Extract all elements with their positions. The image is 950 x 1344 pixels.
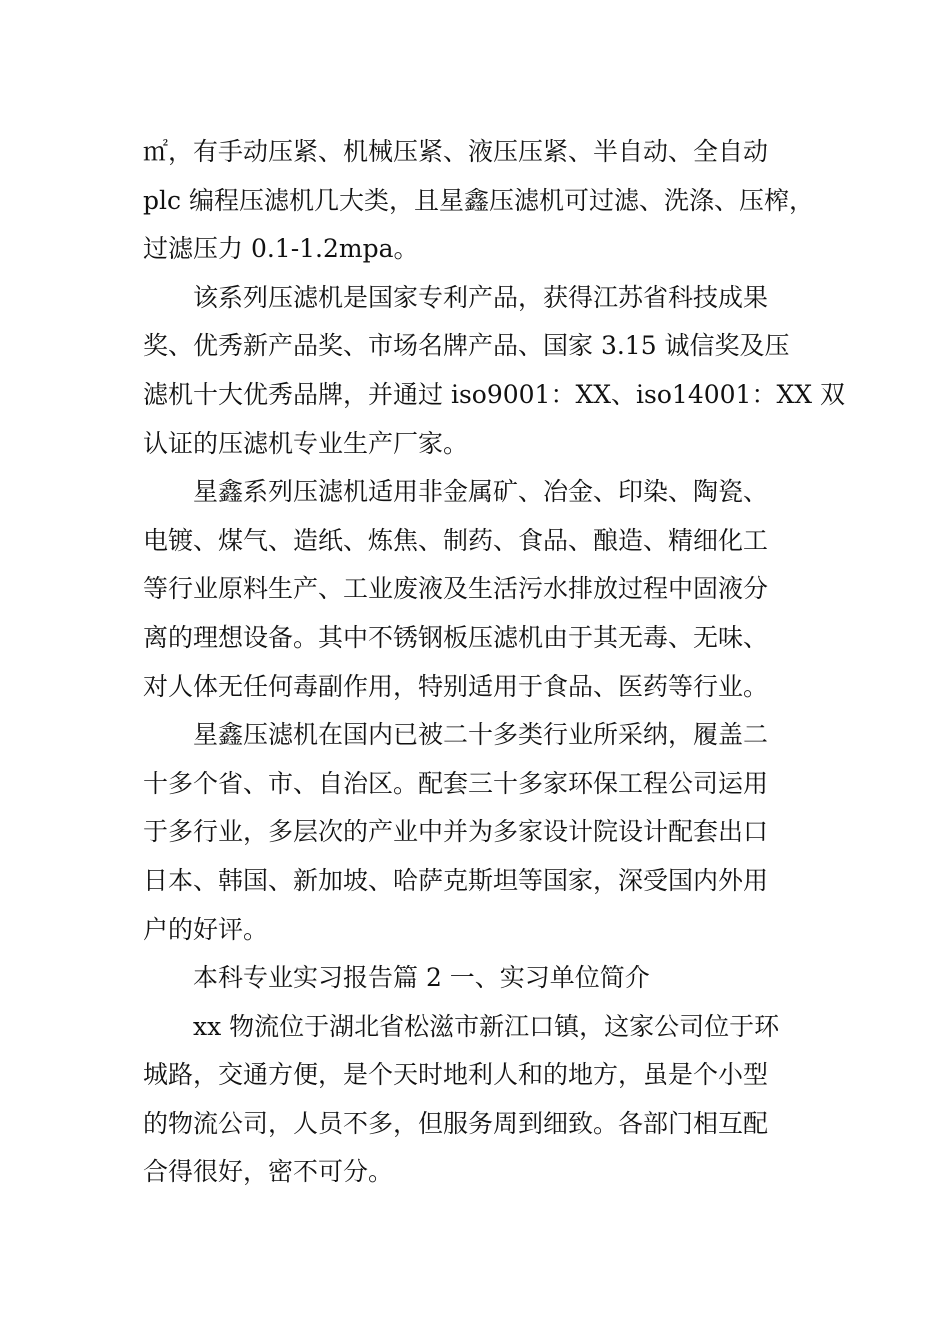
paragraph-line: plc 编程压滤机几大类，且星鑫压滤机可过滤、洗涤、压榨， bbox=[143, 185, 814, 215]
paragraph-line: 认证的压滤机专业生产厂家。 bbox=[143, 428, 469, 458]
paragraph-1 bbox=[143, 128, 823, 274]
paragraph-2 bbox=[143, 274, 845, 468]
paragraph-line: 对人体无任何毒副作用，特别适用于食品、医药等行业。 bbox=[143, 671, 769, 701]
paragraph-line: 的物流公司，人员不多，但服务周到细致。各部门相互配 bbox=[143, 1108, 769, 1138]
paragraph-line: 过滤压力 0.1-1.2mpa。 bbox=[143, 234, 419, 264]
section-heading bbox=[143, 954, 823, 1003]
section-heading-line: 本科专业实习报告篇 2 一、实习单位简介 bbox=[193, 963, 650, 993]
paragraph-line: 十多个省、市、自治区。配套三十多家环保工程公司运用 bbox=[143, 768, 769, 798]
paragraph-line: 滤机十大优秀品牌，并通过 iso9001：XX、iso14001：XX 双 bbox=[143, 379, 845, 409]
paragraph-line: 奖、优秀新产品奖、市场名牌产品、国家 3.15 诚信奖及压 bbox=[143, 331, 790, 361]
body-text bbox=[143, 128, 845, 1197]
paragraph-line: 户的好评。 bbox=[143, 914, 269, 944]
paragraph-line: 等行业原料生产、工业废液及生活污水排放过程中固液分 bbox=[143, 574, 769, 604]
paragraph-line: 星鑫压滤机在国内已被二十多类行业所采纳，履盖二 bbox=[193, 720, 769, 750]
paragraph-4 bbox=[143, 711, 823, 954]
paragraph-line: 合得很好，密不可分。 bbox=[143, 1157, 394, 1187]
paragraph-5 bbox=[143, 1003, 823, 1197]
paragraph-line: 电镀、煤气、造纸、炼焦、制药、食品、酿造、精细化工 bbox=[143, 525, 769, 555]
paragraph-line: 星鑫系列压滤机适用非金属矿、冶金、印染、陶瓷、 bbox=[193, 477, 769, 507]
paragraph-line: 该系列压滤机是国家专利产品，获得江苏省科技成果 bbox=[193, 282, 769, 312]
paragraph-line: xx 物流位于湖北省松滋市新江口镇，这家公司位于环 bbox=[193, 1011, 780, 1041]
paragraph-line: 日本、韩国、新加坡、哈萨克斯坦等国家，深受国内外用 bbox=[143, 865, 769, 895]
paragraph-3 bbox=[143, 468, 823, 711]
paragraph-line: 城路，交通方便，是个天时地利人和的地方，虽是个小型 bbox=[143, 1060, 769, 1090]
paragraph-line: 于多行业，多层次的产业中并为多家设计院设计配套出口 bbox=[143, 817, 769, 847]
paragraph-line: 离的理想设备。其中不锈钢板压滤机由于其无毒、无味、 bbox=[143, 622, 769, 652]
paragraph-line: ㎡，有手动压紧、机械压紧、液压压紧、半自动、全自动 bbox=[143, 137, 769, 166]
